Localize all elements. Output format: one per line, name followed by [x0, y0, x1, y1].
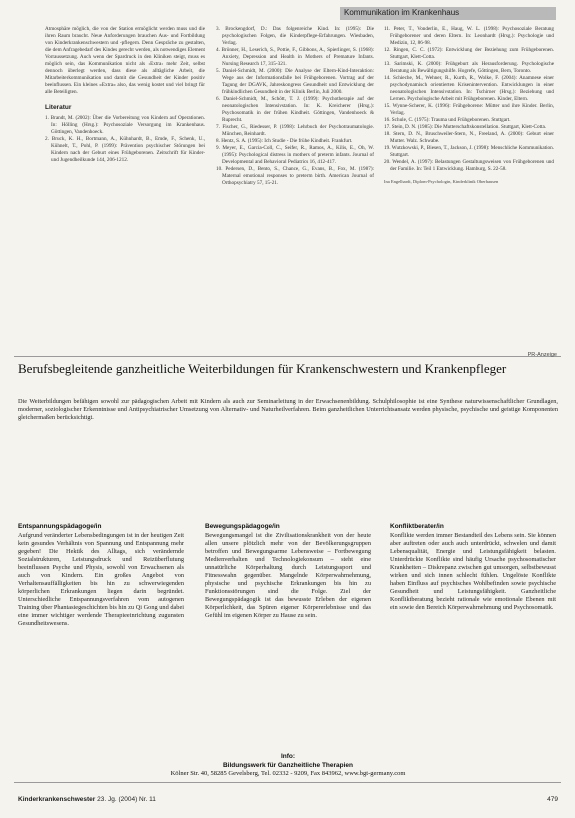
article-column-3: [384, 26, 554, 185]
ad-title: Berufsbegleitende ganzheitliche Weiterbildungen für Krankenschwestern und Krankenpfleger: [18, 361, 507, 376]
ad-intro: Die Weiterbildungen befähigen sowohl zur pädagogischen Arbeit mit Kindern als auch zur Seminarleitung in der Erwachsenenbildung. Schulphilosophie ist eine Synthese naturwissenschaftlicher Grundlagen, moderner, soziologischer Erkenntnisse und Antipsychiatrischer Umsetzung von Alternativ- und Naturheilverfahren. Beim ganzheitlichen Unterrichtsansatz werden physische, psychische und geistige Komponenten gleichermaßen berücksichtigt.: [18, 398, 558, 421]
page-number: 479: [547, 796, 558, 803]
reference-entry: 6. Daniel-Schmidt, M., Schött, T. J. (1999): Psychotherapie auf der neonatologischen Intensivstation. In: K. Kreicherer (Hrsg.): Psychosomatik in der frühen Kindheit. Göttingen, Vandenhoeck & Ruprecht.: [216, 96, 374, 123]
reference-entry: 7. Fischer, G., Riedesser, P. (1998): Lehrbuch der Psychotraumatologie. München, Reinhardt.: [216, 124, 374, 137]
journal-issue: 23. Jg. (2004) Nr. 11: [97, 796, 156, 803]
reference-entry: 17. Stein, D. N. (1985): Die Mutterschaftskonstellation. Stuttgart, Klett-Cotta.: [384, 124, 547, 130]
reference-entry: 18. Stern, D. N., Bruschweiler-Stern, N., Freeland, A. (2000): Geburt einer Mutter. Walz. Schwabe.: [384, 131, 554, 144]
journal-name: Kinderkrankenschwester: [18, 796, 96, 803]
ad-contact-block: [18, 753, 558, 779]
ad-tag: PR-Anzeige: [527, 352, 557, 358]
reference-entry: 13. Sarimski, K. (2000): Frühgeburt als Herausforderung. Psychologische Beratung als Bewältigungshilfe. Hogrefe, Göttingen, Bern, Toronto.: [384, 61, 554, 74]
reference-entry: 11. Peter, T., Vonderlin, E., Haug, W. L. (1998): Psychosoziale Beratung Frühgeborener und deren Eltern. In: Leonhardt (Hrsg.): Psychologie und Medizin, 12, 86-98.: [384, 26, 554, 46]
ad-column-conflict: [390, 523, 556, 612]
reference-list-1: [45, 115, 205, 164]
page-footer: [18, 796, 558, 803]
info-label: Info:: [280, 753, 296, 760]
reference-entry: 19. Wutzkowski, P., Biesen, T., Jackson, J. (1998): Menschliche Kommunikation. Stuttgart.: [384, 145, 554, 158]
reference-entry: 12. Ringen, C. C. (1972): Entwicklung der Beziehung zum Frühgeborenen. Stuttgart, Klett-Cotta.: [384, 47, 554, 60]
reference-entry: 14. Schieche, M., Wehner, R., Kurth, R., Wolke, F. (2004): Anamnese einer psychodynamisch orientierten Krisenintervention. Entwicklungen in einer neonatologischen Intensivstation. In: Tschirner (Hrsg.): Beziehung und Lernen. Psychologische Arbeit mit Frühgeborenen. Kinder, Eltern.: [384, 75, 554, 102]
article-body-text: Atmosphäre möglich, die von der Station ermöglicht werden muss und die ihren Raum braucht. Neue Anforderungen brauchen Aus- und Fortbildung von Kinderkrankenschwestern und -pflegern. Denn Gespräche zu gestalten, die dem Anfragebedarf des Kindes gerecht werden, als notwendiges Element Vorraussetzung. Auch wenn der Spardruck in den Kliniken steigt, muss es möglich sein, das Kommunikation nicht als ›Extra‹ mehr Zeit, selbst dennoch überlegt werden, dass diese als alltägliche Arbeit, die Mitarbeiterkommunikation und damit die Gesundheit der Kinder positiv beeinflussen. Ein kleines »Extra« also, das wenig kostet und viel bringt für alle Beteiligten.: [45, 26, 205, 95]
ad-column-relaxation: [18, 523, 184, 628]
reference-entry: 4. Brönner, H., Leserich, S., Pottie, F., Gibbons, A., Spierlinger, S. (1968): Anxiety, Depression and Health in Mothers of Premature Infants. Nursing Research 17, 315-321.: [216, 47, 374, 67]
reference-entry: 8. Hentz, S. A. (1995): Ich Studie - Die frühe Kindheit. Frankfurt.: [216, 138, 353, 144]
reference-entry: 2. Bruck, K. H., Bortmann, A., Kühnhardt, B., Emde, F., Schenk, U., Kühnelt, T., Pohl, P. (1999): Prävention psychischer Störungen bei Kindern nach der Geburt eines Frühgeborenen. Zeitschrift für Kinder- und Jugendheilkunde 144, 206-1212.: [45, 136, 205, 163]
reference-list-3: [384, 26, 554, 173]
organization-name: Bildungswerk für Ganzheitliche Therapien: [222, 761, 354, 769]
ad-column-text: Bewegungsmangel ist die Zivilisationskrankheit von der heute allen unsere plötzlich mehr von der Bevölkerungsgruppen betroffen und Bewegungsarme Lebensweise – Fortbewegung Medienverhalten und Technologiekonsum – steht eine unnatürliche Körperhaltung durch Leistungssport und Fitnesswahn gegenüber. Mangelnde Körperwahrnehmung, physische und psychische Erkrankungen bis hin zu Funktionsstörungen sind die Folge. Ziel der Bewegungspädagogik ist das bewusste Erleben der eigenen Körperlichkeit, das Spüren eigener Körpererlebnisse und das Gefühl im eigenen Körper zu Hause zu sein.: [205, 532, 371, 619]
reference-entry: 20. Wendel, A. (1997): Belastungen Gestaltungsweisen von Frühgeborenen und der Familie. In: Teil 1 Entwicklung. Hamburg, S. 22-58.: [384, 159, 554, 172]
ad-column-heading: Bewegungspädagoge/in: [205, 523, 280, 530]
ad-column-movement: [205, 523, 371, 620]
reference-entry: 16. Schule, C. (1975): Trauma und Frühgeborenen. Stuttgart.: [384, 117, 511, 123]
ad-column-heading: Entspannungspädagoge/in: [18, 523, 102, 530]
reference-entry: 10. Pedersen, D., Bento, S., Chance, G., Evans, B., Fox, M. (1987): Maternal emotional responses to preterm birth. American Journal of Orthopsychiatry 57, 15-21.: [216, 166, 374, 186]
reference-entry: 15. Wynne-Scherer, K. (1996): Frühgeborene: Mütter und ihre Kinder. Berlin, Verlag.: [384, 103, 554, 116]
reference-entry: 9. Meyer, E., Garcia-Coll, C., Seifer, R., Ramos, A., Kilis, E., Oh, W. (1995): Psychological distress in mothers of preterm infants. Journal of Developmental and Behavioral Pediatrics 16, 412-417.: [216, 145, 374, 165]
contact-details: Kölner Str. 40, 58285 Gevelsberg, Tel. 02332 - 9209, Fax 843962, www.bgt-germany.com: [170, 770, 406, 777]
ad-column-text: Konflikte werden immer Bestandteil des Lebens sein. Sie können aber auftreten oder auch auch unterdrückt, schwelen und damit Lebensqualität, Energie und Leistungsfähigkeit belasten. Unterdrückte Konflikte sind häufig Ursache psychosomatischer Krankheiten – Diskrepanz zwischen gut umsorgen, selbstbewusst wirken und sich innen schlecht fühlen. Ungelöste Konflikte haben Einfluss auf psychisches Wohlbefinden sowie psychische Gesundheit und Leistungsfähigkeit. Ganzheitliche Konfliktberatung bezieht rationale wie emotionale Ebenen mit ein sowie den Bereich Körperwahrnehmung und Psychosomatik.: [390, 532, 556, 611]
reference-entry: 5. Daniel-Schmidt, M. (2000): Die Analyse der Eltern-Kind-Interaktion: Wege aus der Informationsfalle bei Frühgeborenen. Vortrag auf der Tagung der DGAVK, Jahreskongress Gesundheit und Entwicklung der frühkindlichen Gesundheit in der Klinik Berlin, Juli 2000.: [216, 68, 374, 95]
reference-list-2: [216, 26, 374, 187]
ad-column-heading: Konfliktberater/in: [390, 523, 444, 530]
author-note: Ina Engelhardt, Diplom-Psychologin, Kinderklinik Oberhausen: [384, 179, 499, 184]
reference-entry: 3. Brockengdorf, D.: Das folgenreiche Kind. In: (1995): Die psychologischen Folgen, die Kinderpflege-Erfahrungen. Wiesbaden, Verlag.: [216, 26, 374, 46]
article-column-2: [216, 26, 374, 187]
literature-heading: Literatur: [45, 104, 72, 111]
reference-entry: 1. Brandt, M. (2002): Über die Vorbereitung von Kindern auf Operationen. In: Hölling (Hrsg.): Psychosoziale Versorgung im Krankenhaus. Göttingen, Vandenhoeck.: [45, 115, 205, 135]
section-header: Kommunikation im Krankenhaus: [344, 8, 460, 17]
article-column-1: [45, 26, 205, 164]
ad-column-text: Aufgrund veränderter Lebensbedingungen ist in der heutigen Zeit kein gesundes Verhältnis von Spannung und Entspannung mehr gegeben! Die Hektik des Alltags, sich verändernde Sozialstrukturen, Leistungsdruck und Reizüberflutung beeinflussen Psyche und Physis, sowohl von Erwachsenen als auch von Kindern. Ein großes Angebot von Verhaltensauffälligkeiten bis hin zu schwerwiegenden körperlichen Erkrankungen liegen darin begründet. Unterschiedliche Entspannungsverfahren vom autogenen Training über Phantasiegeschichten bis hin zu Qi Gong und dabei eine immer wichtiger werdende Therapieeinrichtung zugunsten Gesundheitswesens.: [18, 532, 184, 627]
